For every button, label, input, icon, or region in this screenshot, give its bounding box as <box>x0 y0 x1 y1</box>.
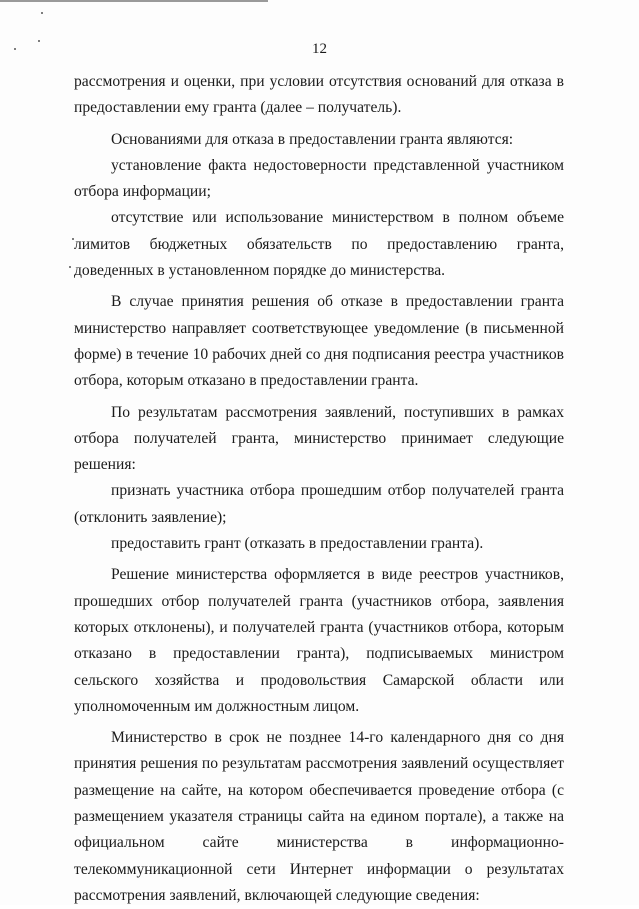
paragraph: В случае принятия решения об отказе в предоставлении гранта министерство направляет соответствующее уведомление (в письменной форме) в течение 10 рабочих дней со дня подписания реестра участников отбора, которым отказано в предоставлении гранта. <box>74 293 564 390</box>
paragraph: установление факта недостоверности представленной участником отбора информации; <box>74 156 564 201</box>
paragraph: отсутствие или использование министерством в полном объеме лимитов бюджетных обязательств по предоставлению гранта, доведенных в установленном порядке до министерства. <box>74 209 564 280</box>
paragraph: рассмотрения и оценки, при условии отсутствия оснований для отказа в предоставлении ему гранта (далее – получатель). <box>74 73 564 117</box>
paragraph: предоставить грант (отказать в предоставлении гранта). <box>111 535 484 553</box>
paragraph: Основаниями для отказа в предоставлении гранта являются: <box>111 130 514 148</box>
scan-speck <box>69 266 71 268</box>
page-number: 12 <box>312 41 327 57</box>
scan-edge-line <box>0 0 268 2</box>
paragraph: По результатам рассмотрения заявлений, поступивших в рамках отбора получателей гранта, министерство принимает следующие решения: <box>74 403 564 474</box>
paragraph: Решение министерства оформляется в виде реестров участников, прошедших отбор получателей гранта (участников отбора, заявления которых отклонены), и получателей гранта (участников отбора, которым отказано в предоставлении гранта), подписываемых министром сельского хозяйства и продовольствия Самарской области или уполномоченным им должностным лицом. <box>74 566 564 715</box>
scan-speck <box>41 12 43 14</box>
paragraph: Министерство в срок не позднее 14-го календарного дня со дня принятия решения по результатам рассмотрения заявлений осуществляет размещение на сайте, на котором обеспечивается проведение отбора (с размещением указателя страницы сайта на едином портале), а также на официальном сайте министерства в информационно-телекоммуникационной сети Интернет информации о результатах рассмотрения заявлений, включающей следующие сведения: <box>74 729 564 904</box>
paragraph: признать участника отбора прошедшим отбор получателей гранта (отклонить заявление); <box>74 482 564 526</box>
document-body <box>74 69 564 909</box>
